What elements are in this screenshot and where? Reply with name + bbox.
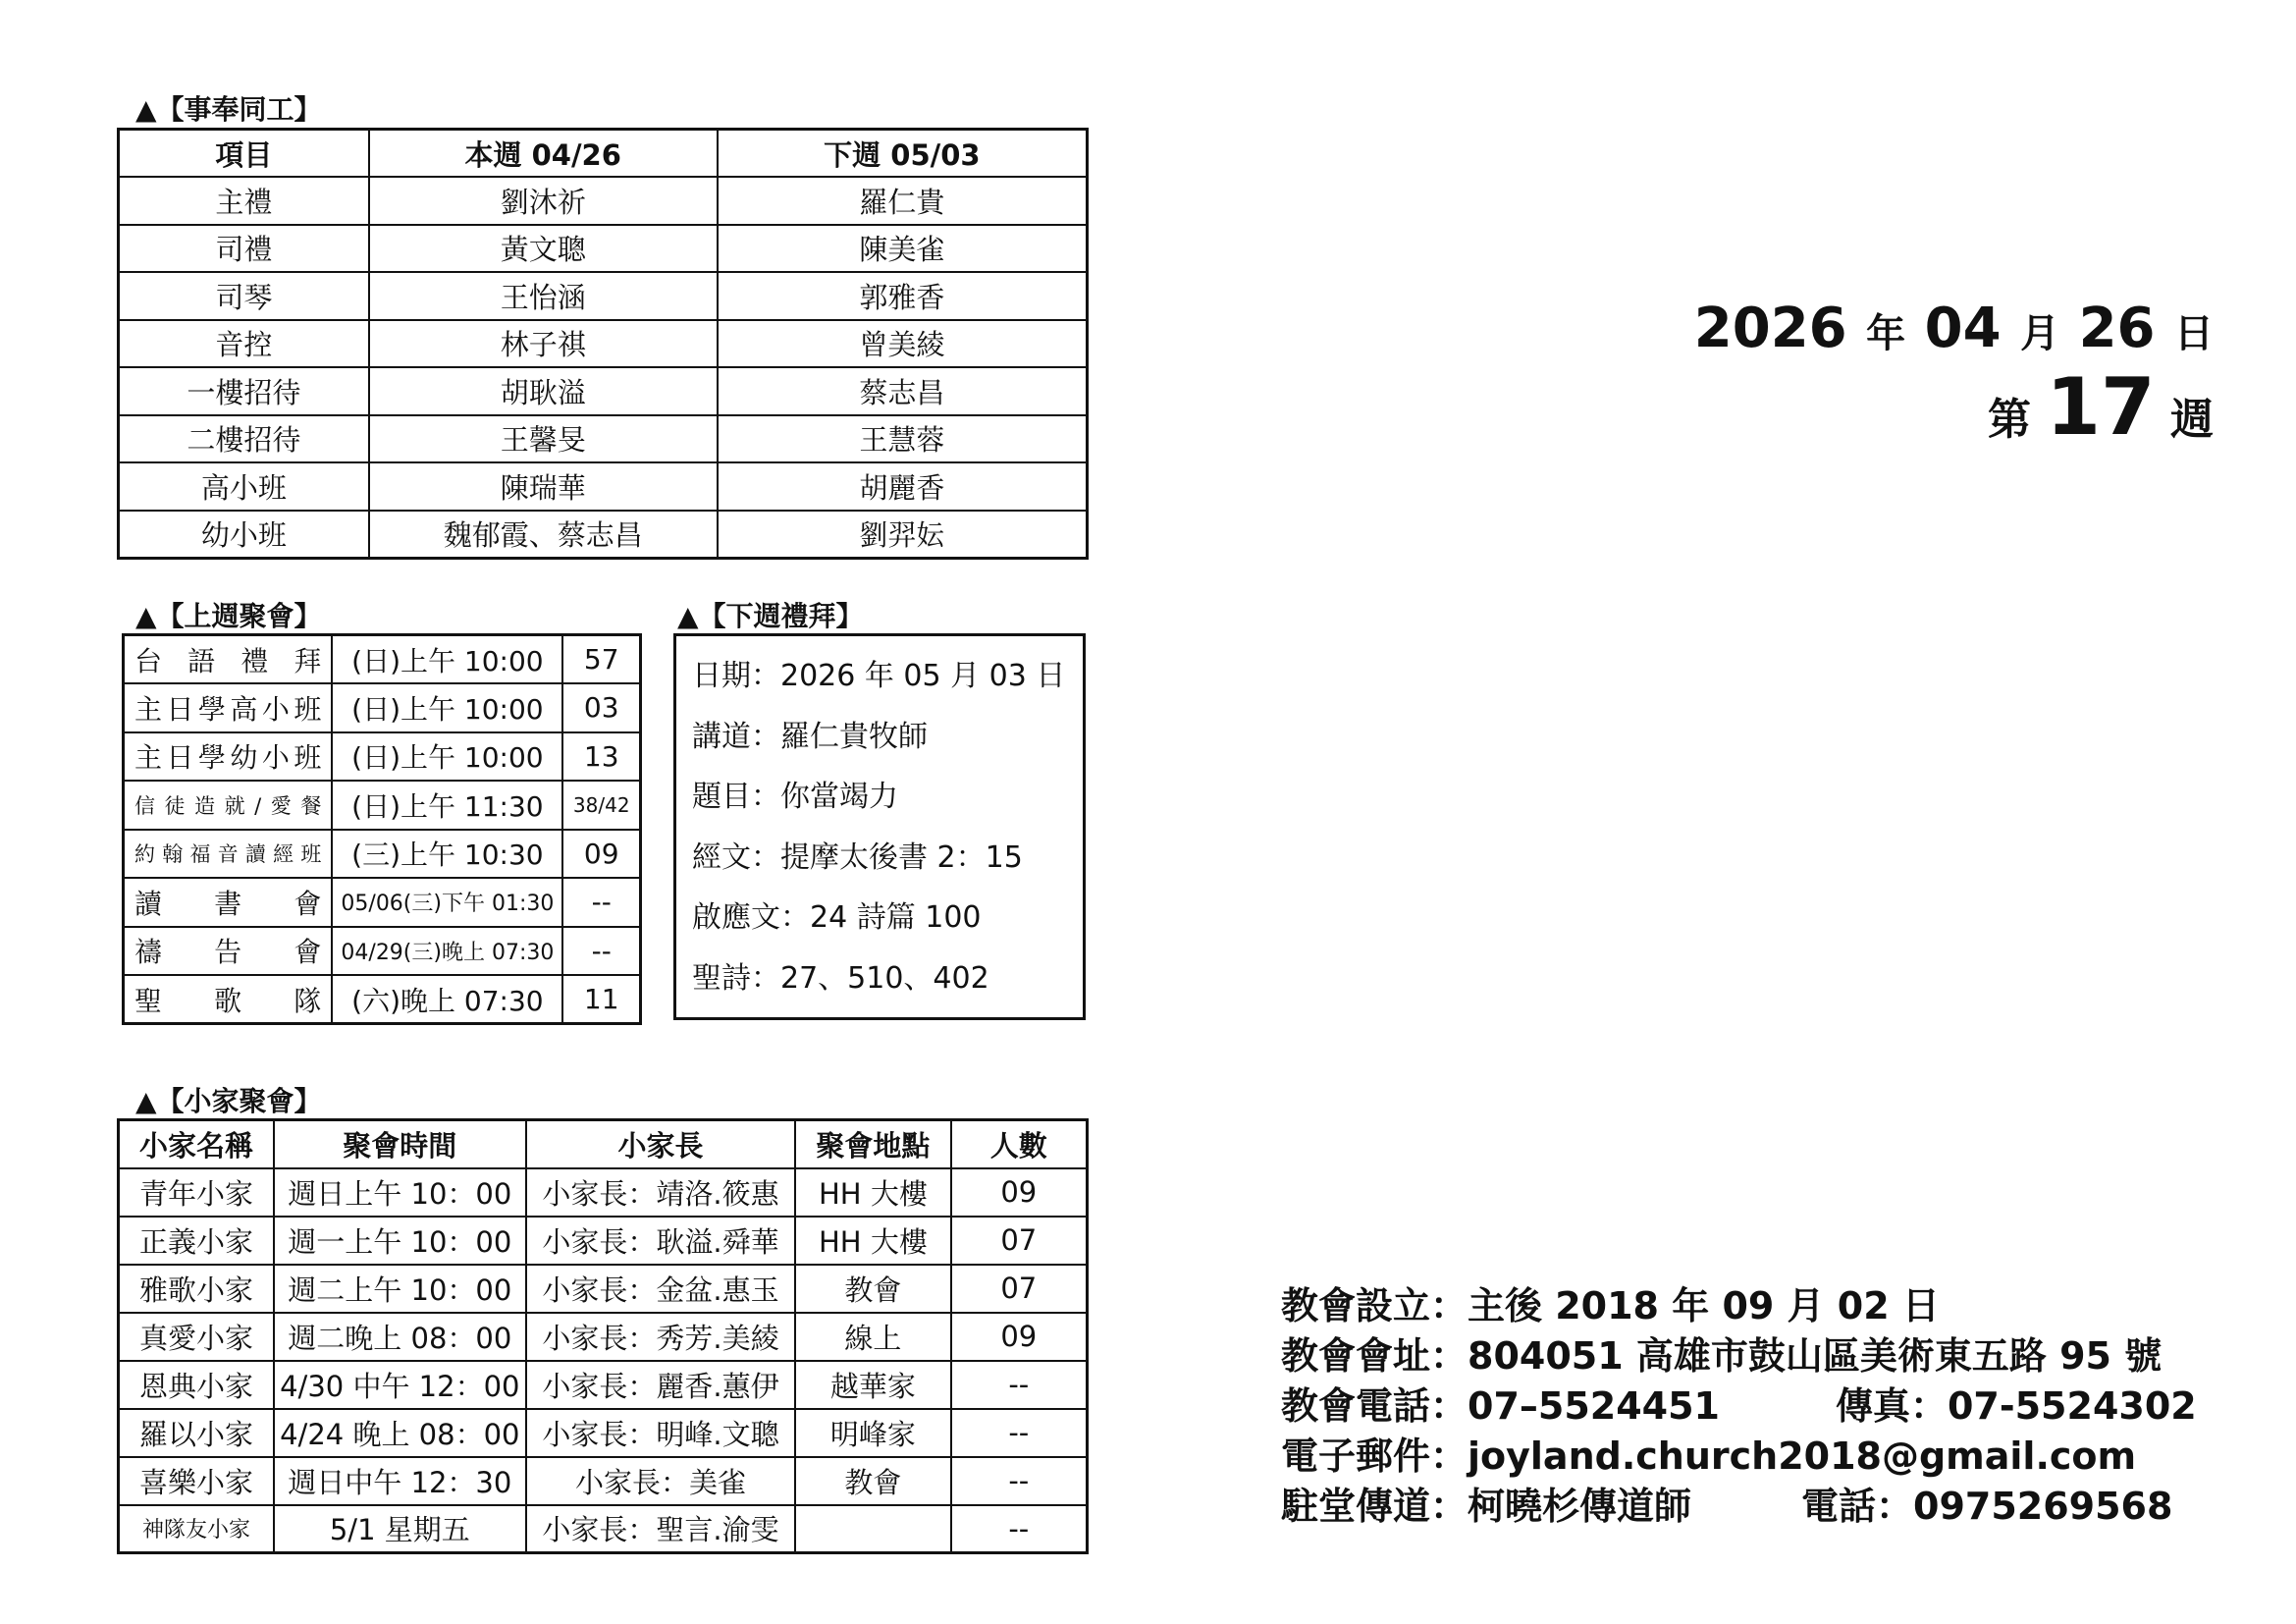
group-time: 週一上午 10：00	[274, 1217, 526, 1265]
meeting-name: 台語禮拜	[124, 635, 333, 684]
group-name: 雅歌小家	[119, 1265, 274, 1313]
table-header-row	[119, 130, 1088, 178]
group-location: 越華家	[795, 1361, 950, 1409]
table-row	[124, 635, 641, 684]
group-count: --	[951, 1457, 1088, 1505]
groups-section-title: ▲【小家聚會】	[135, 1085, 322, 1117]
group-leader: 小家長：美雀	[526, 1457, 796, 1505]
duty-item: 高小班	[119, 462, 369, 511]
meeting-name: 讀書會	[124, 878, 333, 927]
group-count: 09	[951, 1168, 1088, 1217]
week-prefix: 第	[1988, 395, 2032, 445]
column-header: 本週 04/26	[369, 130, 718, 178]
table-row	[124, 683, 641, 732]
issue-date	[1694, 295, 2214, 368]
table-row	[124, 975, 641, 1024]
column-header: 聚會時間	[274, 1120, 526, 1168]
church-info	[1281, 1281, 2197, 1532]
table-row	[119, 1217, 1088, 1265]
group-leader: 小家長：秀芳.美綾	[526, 1313, 796, 1361]
this-week-worker: 胡耿溢	[369, 367, 718, 415]
table-row	[124, 781, 641, 830]
group-leader: 小家長：麗香.蕙伊	[526, 1361, 796, 1409]
table-row	[119, 511, 1088, 559]
column-header: 小家長	[526, 1120, 796, 1168]
group-time: 週日中午 12：30	[274, 1457, 526, 1505]
church-founded: 教會設立：主後 2018 年 09 月 02 日	[1281, 1284, 1940, 1327]
meeting-name: 約翰福音讀經班	[124, 830, 333, 879]
table-row	[119, 1409, 1088, 1457]
group-location: HH 大樓	[795, 1168, 950, 1217]
table-row	[119, 1457, 1088, 1505]
meeting-time: (日)上午 10:00	[332, 732, 562, 782]
group-name: 恩典小家	[119, 1361, 274, 1409]
group-time: 週日上午 10：00	[274, 1168, 526, 1217]
meeting-time: (六)晚上 07:30	[332, 975, 562, 1024]
group-location: 教會	[795, 1457, 950, 1505]
meeting-time: 04/29(三)晚上 07:30	[332, 927, 562, 976]
week-suffix: 週	[2170, 395, 2214, 445]
table-row	[119, 367, 1088, 415]
meeting-name: 信徒造就/愛餐	[124, 781, 333, 830]
table-row	[119, 1168, 1088, 1217]
this-week-worker: 陳瑞華	[369, 462, 718, 511]
column-header: 人數	[951, 1120, 1088, 1168]
church-preacher: 駐堂傳道：柯曉杉傳道師	[1281, 1485, 1692, 1528]
meeting-time: (日)上午 11:30	[332, 781, 562, 830]
church-address: 教會會址：804051 高雄市鼓山區美術東五路 95 號	[1281, 1334, 2163, 1378]
group-count: --	[951, 1361, 1088, 1409]
meeting-name: 主日學高小班	[124, 683, 333, 732]
table-row	[124, 732, 641, 782]
column-header: 小家名稱	[119, 1120, 274, 1168]
attendance-count: 13	[562, 732, 640, 782]
next-week-worker: 曾美綾	[718, 320, 1088, 368]
next-week-box	[673, 633, 1086, 1020]
group-leader: 小家長：靖洛.筱惠	[526, 1168, 796, 1217]
next-week-scripture: 經文：提摩太後書 2：15	[692, 839, 1023, 875]
next-week-worker: 蔡志昌	[718, 367, 1088, 415]
meeting-time: 05/06(三)下午 01:30	[332, 878, 562, 927]
table-row	[119, 1313, 1088, 1361]
meeting-time: (日)上午 10:00	[332, 683, 562, 732]
this-week-worker: 黃文聰	[369, 225, 718, 273]
group-leader: 小家長：聖言.渝雯	[526, 1505, 796, 1553]
next-week-hymns: 聖詩：27、510、402	[692, 960, 989, 996]
group-count: 09	[951, 1313, 1088, 1361]
this-week-worker: 劉沐祈	[369, 177, 718, 225]
duty-item: 二樓招待	[119, 415, 369, 463]
church-preacher-row	[1281, 1482, 2197, 1532]
this-week-worker: 王馨旻	[369, 415, 718, 463]
issue-month: 04	[1924, 297, 2002, 360]
duty-item: 司禮	[119, 225, 369, 273]
church-email: 電子郵件：joyland.church2018@gmail.com	[1281, 1435, 2137, 1478]
table-row	[119, 1361, 1088, 1409]
next-week-topic: 題目：你當竭力	[692, 780, 898, 814]
column-header: 下週 05/03	[718, 130, 1088, 178]
preacher-phone: 電話：0975269568	[1801, 1485, 2173, 1528]
table-header-row	[119, 1120, 1088, 1168]
next-week-worker: 胡麗香	[718, 462, 1088, 511]
attendance-count: 03	[562, 683, 640, 732]
column-header: 聚會地點	[795, 1120, 950, 1168]
group-count: --	[951, 1409, 1088, 1457]
this-week-worker: 魏郁霞、蔡志昌	[369, 511, 718, 559]
group-name: 神隊友小家	[119, 1505, 274, 1553]
next-week-worker: 劉羿妘	[718, 511, 1088, 559]
next-week-section-title: ▲【下週禮拜】	[677, 600, 864, 632]
group-count: 07	[951, 1265, 1088, 1313]
last-week-table	[122, 633, 642, 1025]
column-header: 項目	[119, 130, 369, 178]
attendance-count: 09	[562, 830, 640, 879]
issue-date-block	[1694, 295, 2214, 460]
next-week-responsive-reading: 啟應文：24 詩篇 100	[692, 900, 982, 935]
meeting-name: 禱告會	[124, 927, 333, 976]
duty-item: 音控	[119, 320, 369, 368]
next-week-worker: 陳美雀	[718, 225, 1088, 273]
table-row	[119, 225, 1088, 273]
group-count: 07	[951, 1217, 1088, 1265]
attendance-count: 57	[562, 635, 640, 684]
meeting-name: 主日學幼小班	[124, 732, 333, 782]
attendance-count: 11	[562, 975, 640, 1024]
next-week-preacher: 講道：羅仁貴牧師	[692, 719, 928, 754]
last-week-section-title: ▲【上週聚會】	[135, 600, 322, 632]
day-unit: 日	[2174, 311, 2214, 356]
next-week-date: 日期：2026 年 05 月 03 日	[692, 659, 1066, 693]
issue-week	[1694, 361, 2214, 460]
groups-table	[117, 1118, 1089, 1554]
group-time: 5/1 星期五	[274, 1505, 526, 1553]
group-leader: 小家長：金盆.惠玉	[526, 1265, 796, 1313]
table-row	[124, 830, 641, 879]
group-time: 週二晚上 08：00	[274, 1313, 526, 1361]
month-unit: 月	[2020, 311, 2060, 356]
serve-section-title: ▲【事奉同工】	[135, 93, 322, 126]
group-location: 教會	[795, 1265, 950, 1313]
next-week-worker: 郭雅香	[718, 272, 1088, 320]
this-week-worker: 王怡涵	[369, 272, 718, 320]
year-unit: 年	[1866, 311, 1906, 356]
group-name: 羅以小家	[119, 1409, 274, 1457]
church-phone: 教會電話：07–5524451	[1281, 1384, 1720, 1428]
table-row	[119, 320, 1088, 368]
this-week-worker: 林子祺	[369, 320, 718, 368]
meeting-time: (三)上午 10:30	[332, 830, 562, 879]
table-row	[124, 927, 641, 976]
table-row	[119, 1505, 1088, 1553]
group-time: 週二上午 10：00	[274, 1265, 526, 1313]
group-time: 4/30 中午 12：00	[274, 1361, 526, 1409]
issue-year: 2026	[1693, 297, 1847, 360]
church-fax: 傳真：07-5524302	[1835, 1384, 2197, 1428]
duty-item: 幼小班	[119, 511, 369, 559]
group-location: HH 大樓	[795, 1217, 950, 1265]
attendance-count: --	[562, 927, 640, 976]
table-row	[119, 177, 1088, 225]
church-phone-row	[1281, 1381, 2197, 1432]
group-count: --	[951, 1505, 1088, 1553]
issue-day: 26	[2078, 297, 2156, 360]
table-row	[119, 415, 1088, 463]
group-leader: 小家長：耿溢.舜華	[526, 1217, 796, 1265]
meeting-time: (日)上午 10:00	[332, 635, 562, 684]
group-name: 青年小家	[119, 1168, 274, 1217]
table-row	[119, 272, 1088, 320]
group-location: 線上	[795, 1313, 950, 1361]
attendance-count: 38/42	[562, 781, 640, 830]
group-location	[795, 1505, 950, 1553]
week-number: 17	[2046, 361, 2156, 453]
attendance-count: --	[562, 878, 640, 927]
duty-item: 司琴	[119, 272, 369, 320]
group-leader: 小家長：明峰.文聰	[526, 1409, 796, 1457]
duty-item: 一樓招待	[119, 367, 369, 415]
group-name: 正義小家	[119, 1217, 274, 1265]
group-name: 真愛小家	[119, 1313, 274, 1361]
table-row	[119, 1265, 1088, 1313]
duty-item: 主禮	[119, 177, 369, 225]
group-name: 喜樂小家	[119, 1457, 274, 1505]
group-time: 4/24 晚上 08：00	[274, 1409, 526, 1457]
table-row	[119, 462, 1088, 511]
serve-table	[117, 128, 1089, 560]
next-week-worker: 王慧蓉	[718, 415, 1088, 463]
next-week-worker: 羅仁貴	[718, 177, 1088, 225]
group-location: 明峰家	[795, 1409, 950, 1457]
table-row	[124, 878, 641, 927]
meeting-name: 聖歌隊	[124, 975, 333, 1024]
